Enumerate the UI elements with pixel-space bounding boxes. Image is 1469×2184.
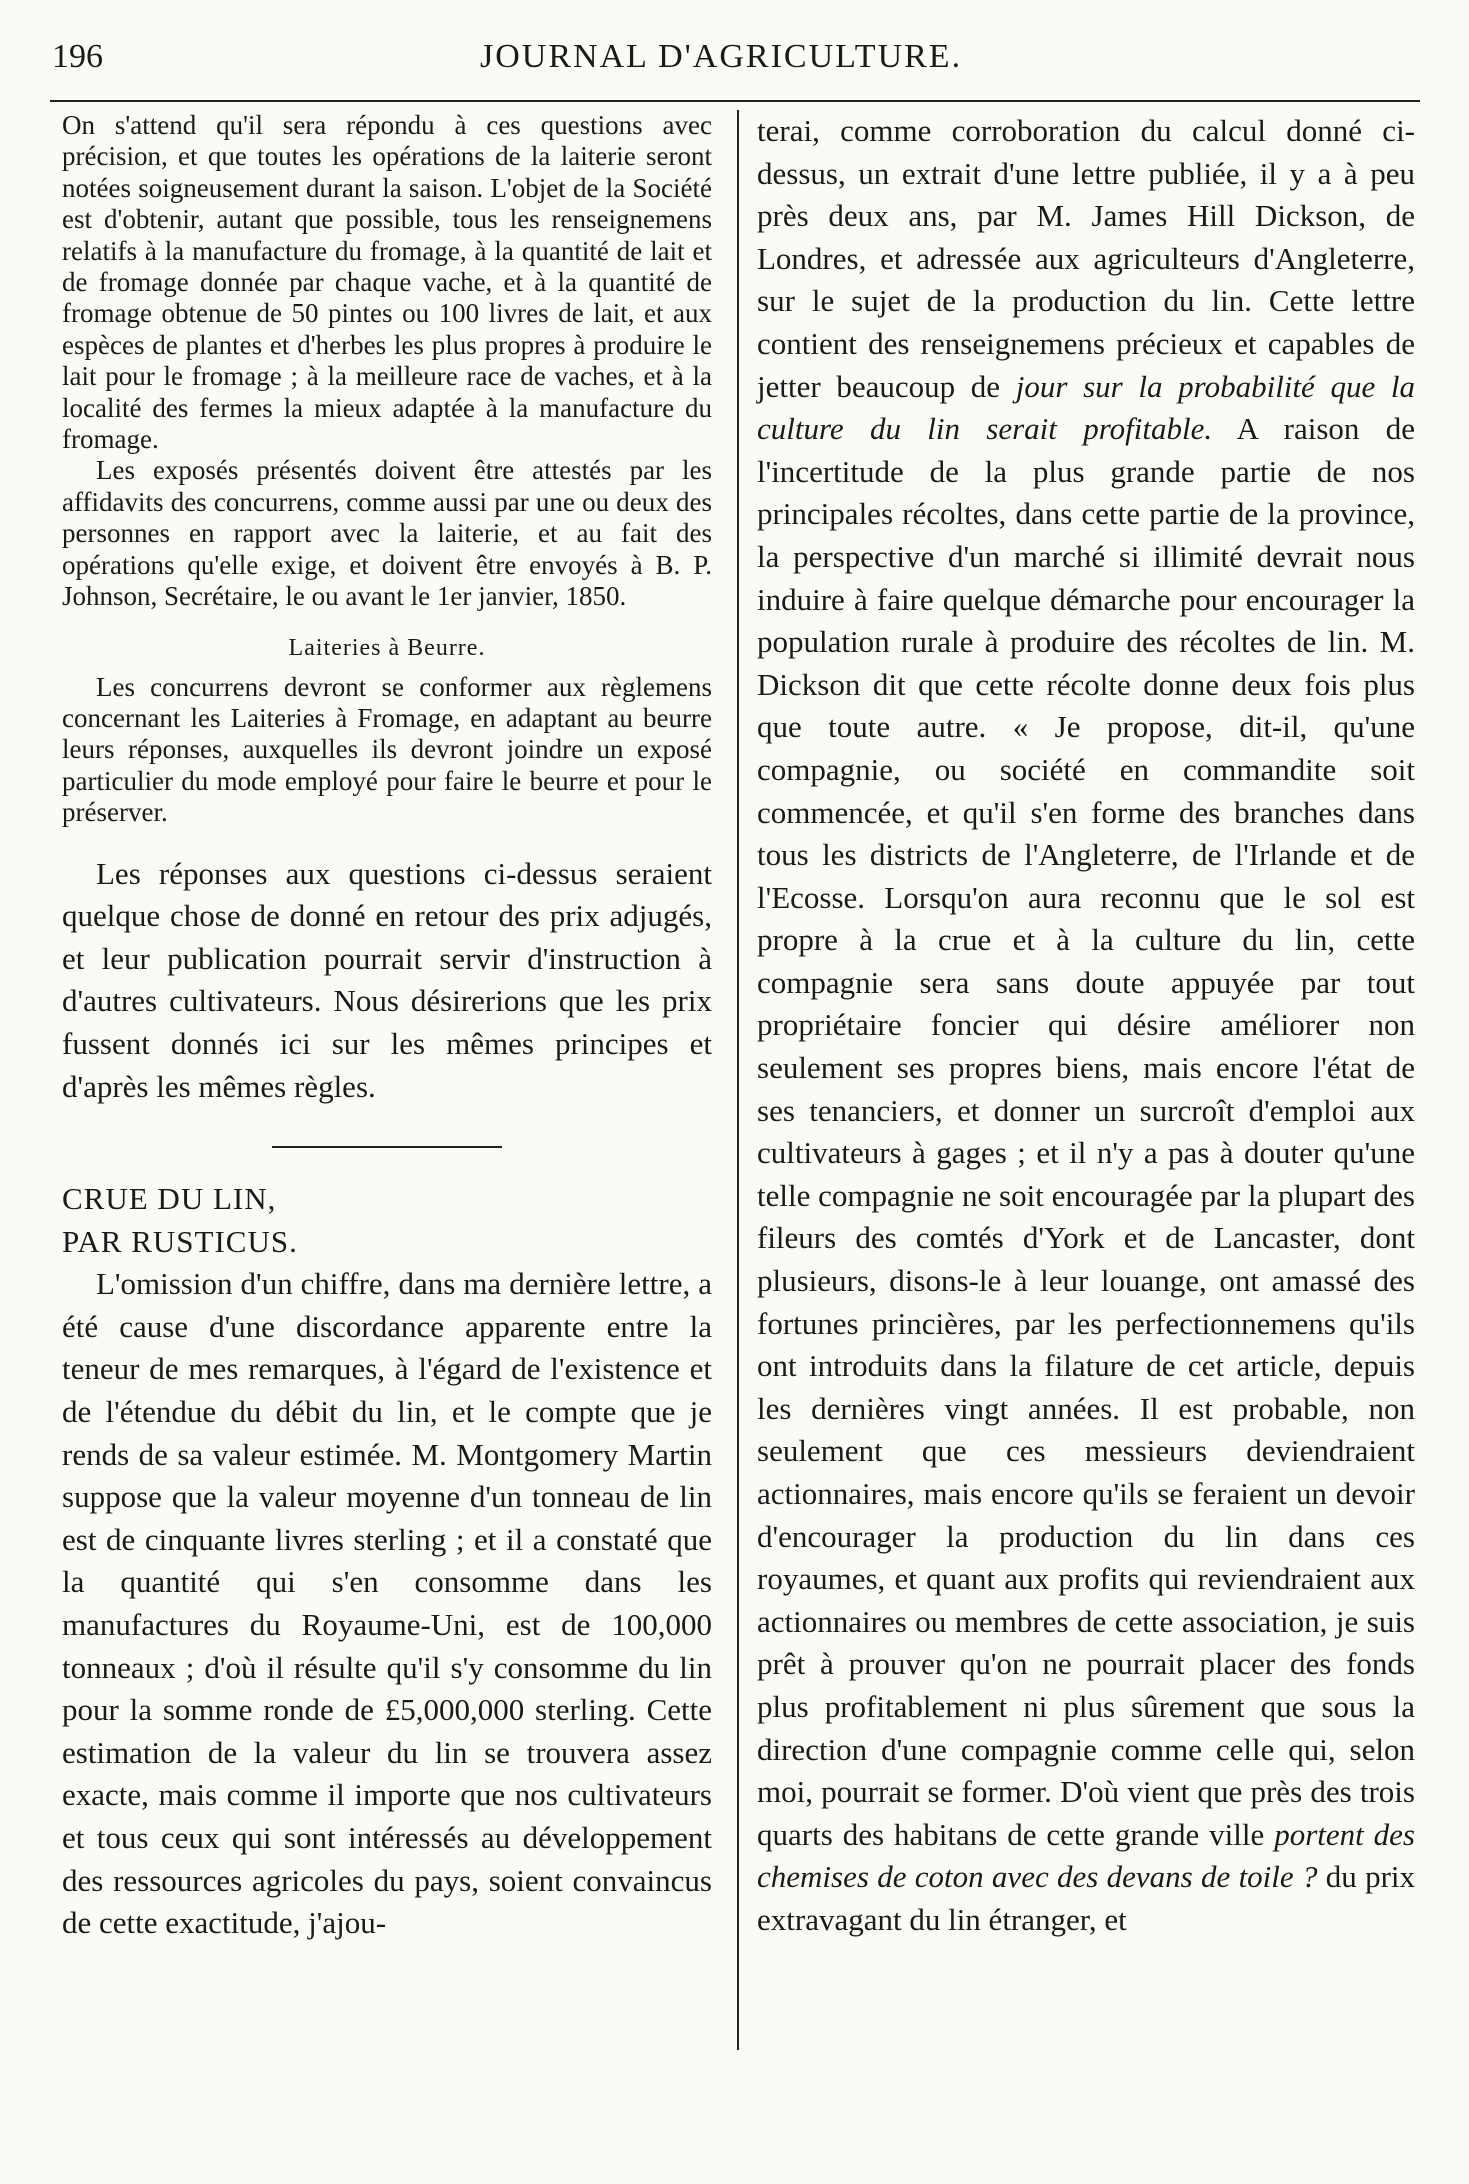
paragraph-beurre: Les concurrens devront se conformer aux règlemens concernant les Laiteries à Fromage, en adaptant au beurre leurs réponses, auxquelles ils devront joindre un exposé particulier du mode employé pour faire le beurre et pour le préserver. bbox=[62, 671, 712, 828]
text-run: A raison de l'incertitude de la plus grande partie de nos principales récoltes, dans cette partie de la province, la perspective d'un marché si illimité devrait nous induire à faire quelque démarche pour encourager la population rurale à produire des récoltes de lin. M. Dickson dit que cette récolte donne deux fois plus que toute autre. « Je propose, dit-il, qu'une compagnie, ou société en commandite soit commencée, et qu'il s'en forme des branches dans tous les districts de l'Angleterre, de l'Irlande et de l'Ecosse. Lorsqu'on aura reconnu que le sol est propre à la crue et à la culture du lin, cette compagnie sera sans doute appuyée par tout propriétaire foncier qui désire améliorer non seulement ses propres biens, mais encore l'état de ses tenanciers, et donner un surcroît d'emploi aux cultivateurs à gages ; et il n'y a pas à douter qu'une telle compagnie ne soit encouragée par la plupart des fileurs des comtés d'York et de Lancaster, dont plusieurs, disons-le à leur louange, ont amassé des fortunes princières, par les perfectionnemens qu'ils ont introduits dans la filature de cet article, depuis les dernières vingt années. Il est probable, non seulement que ces messieurs deviendraient actionnaires, mais encore qu'ils se feraient un devoir d'encourager la production du lin dans ces royaumes, et quant aux profits qui reviendraient aux actionnaires ou membres de cette association, je suis prêt à prouver qu'on ne pourrait placer des fonds plus profitablement ni plus sûrement que sous la direction d'une compagnie comme celle qui, selon moi, pourrait se former. D'où vient que près des trois quarts des habitans de cette grande ville bbox=[757, 411, 1415, 1852]
section-rule bbox=[272, 1146, 502, 1148]
right-column bbox=[757, 110, 1415, 1942]
small-print-block bbox=[62, 110, 712, 829]
byline: PAR RUSTICUS. bbox=[62, 1223, 298, 1259]
italic-run: jour sur la probabilité que la culture du lin serait profitable. bbox=[757, 368, 1415, 447]
page-number: 196 bbox=[52, 38, 103, 75]
paragraph-questions: On s'attend qu'il sera répondu à ces questions avec précision, et que toutes les opérations de la laiterie seront notées soigneusement durant la saison. L'objet de la Société est d'obtenir, autant que possible, tous les renseignemens relatifs à la manufacture du fromage, à la quantité de lait et de fromage donnée par chaque vache, et à la quantité de fromage obtenue de 50 pintes ou 100 livres de lait, et aux espèces de plantes et d'herbes les plus propres à produire le lait pour le fromage ; à la meilleure race de vaches, et à la localité des fermes la mieux adaptée à la manufacture du fromage. bbox=[62, 110, 712, 455]
journal-title: JOURNAL D'AGRICULTURE. bbox=[480, 38, 963, 75]
large-print-block bbox=[62, 853, 712, 1945]
paragraph-omission: L'omission d'un chiffre, dans ma dernière lettre, a été cause d'une discordance apparente entre la teneur de mes remarques, à l'égard de l'existence et de l'étendue du débit du lin, et le compte que je rends de sa valeur estimée. M. Montgomery Martin suppose que la valeur moyenne d'un tonneau de lin est de cinquante livres sterling ; et il a constaté que la quantité qui s'en consomme dans les manufactures du Royaume-Uni, est de 100,000 tonneaux ; d'où il résulte qu'il s'y consomme du lin pour la somme ronde de £5,000,000 sterling. Cette estimation de la valeur du lin se trouvera assez exacte, mais comme il importe que nos cultivateurs et tous ceux qui sont intéressés au développement des ressources agricoles du pays, soient convaincus de cette exactitude, j'ajou- bbox=[62, 1266, 712, 1941]
text-run: du prix extravagant du lin étranger, et bbox=[757, 1859, 1416, 1937]
paragraph-dickson bbox=[757, 110, 1415, 1942]
paragraph-affidavits: Les exposés présentés doivent être attestés par les affidavits des concurrens, comme aussi par une ou deux des personnes en rapport avec la laiterie, et au fait des opérations qu'elle exige, et doivent être envoyés à B. P. Johnson, Secrétaire, le ou avant le 1er janvier, 1850. bbox=[62, 455, 712, 612]
left-column bbox=[62, 110, 712, 1945]
text-run: terai, comme corroboration du calcul donné ci-dessus, un extrait d'une lettre publiée, il y a à peu près deux ans, par M. James Hill Dickson, de Londres, et adressée aux agriculteurs d'Angleterre, sur le sujet de la production du lin. Cette lettre contient des renseignemens précieux et capables de jetter beaucoup de bbox=[757, 113, 1415, 404]
italic-run: portent des chemises de coton avec des devans de toile ? bbox=[757, 1816, 1416, 1895]
section-title: CRUE DU LIN, bbox=[62, 1181, 277, 1217]
column-divider bbox=[737, 110, 739, 2050]
header-rule bbox=[50, 100, 1420, 102]
paragraph-reponses: Les réponses aux questions ci-dessus seraient quelque chose de donné en retour des prix adjugés, et leur publication pourrait servir d'instruction à d'autres cultivateurs. Nous désirerions que les prix fussent donnés ici sur les mêmes principes et d'après les mêmes règles. bbox=[62, 855, 712, 1104]
subhead-laiteries-beurre: Laiteries à Beurre. bbox=[288, 634, 486, 661]
